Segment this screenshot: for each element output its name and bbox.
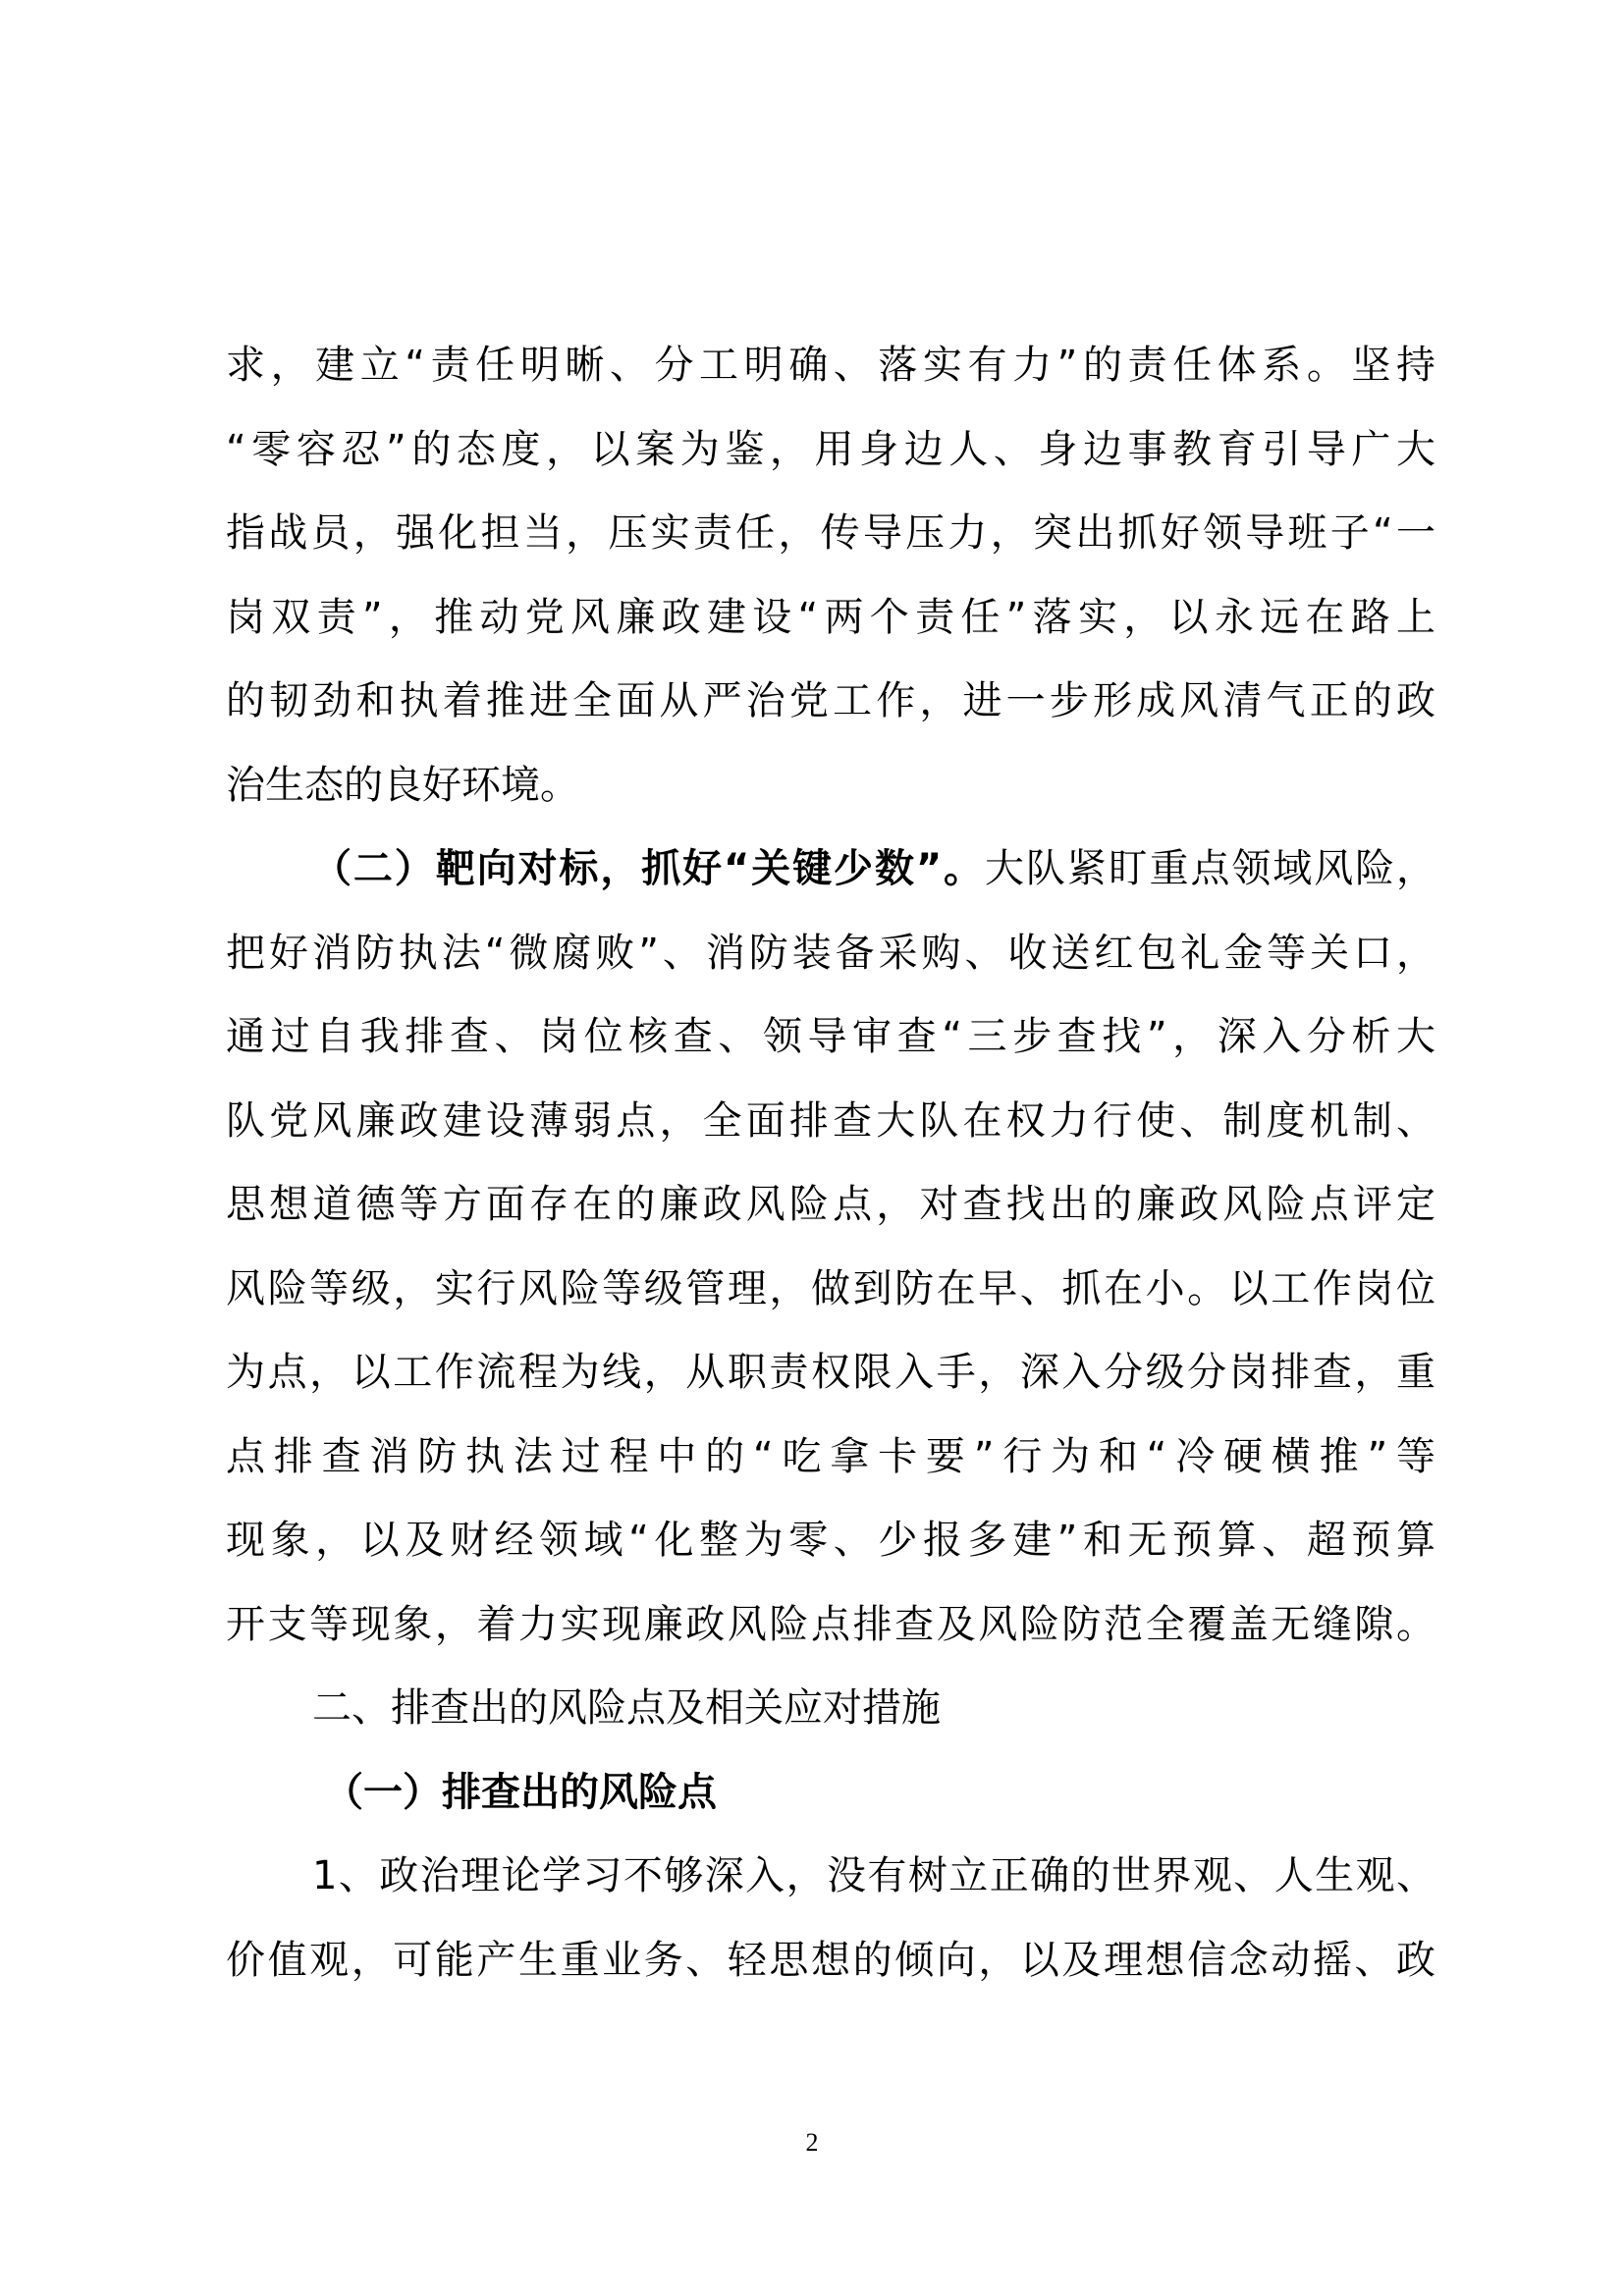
text-line: 1、政治理论学习不够深入，没有树立正确的世界观、人生观、: [312, 1853, 1435, 1898]
text-run: 大队紧盯重点领域风险，: [984, 846, 1436, 891]
text-line: 开支等现象，着力实现廉政风险点排查及风险防范全覆盖无缝隙。: [226, 1601, 1435, 1647]
text-line: 价值观，可能产生重业务、轻思想的倾向，以及理想信念动摇、政: [226, 1937, 1435, 1983]
text-line: 思想道德等方面存在的廉政风险点，对查找出的廉政风险点评定: [226, 1182, 1435, 1227]
text-line: “零容忍”的态度，以案为鉴，用身边人、身边事教育引导广大: [226, 426, 1435, 472]
text-line: 风险等级，实行风险等级管理，做到防在早、抓在小。以工作岗位: [226, 1265, 1435, 1311]
text-line: 把好消防执法“微腐败”、消防装备采购、收送红包礼金等关口，: [226, 930, 1435, 976]
document-body: [226, 324, 1435, 2002]
text-line: 为点，以工作流程为线，从职责权限入手，深入分级分岗排查，重: [226, 1350, 1435, 1395]
text-line: 点排查消防执法过程中的“吃拿卡要”行为和“冷硬横推”等: [226, 1433, 1435, 1479]
inline-heading: （二）靶向对标，抓好“关键少数”。: [312, 846, 985, 891]
subsection-heading: （一）排查出的风险点: [324, 1769, 717, 1815]
text-line: 指战员，强化担当，压实责任，传导压力，突出抓好领导班子“一: [226, 510, 1435, 556]
page-number: 2: [805, 2128, 819, 2157]
section-heading: 二、排查出的风险点及相关应对措施: [312, 1685, 941, 1731]
text-line: 现象，以及财经领域“化整为零、少报多建”和无预算、超预算: [226, 1518, 1435, 1563]
text-line: 队党风廉政建设薄弱点，全面排查大队在权力行使、制度机制、: [226, 1097, 1435, 1144]
text-line: 的韧劲和执着推进全面从严治党工作，进一步形成风清气正的政: [226, 678, 1435, 723]
text-line: 治生态的良好环境。: [226, 762, 579, 808]
text-line: 通过自我排查、岗位核查、领导审查“三步查找”，深入分析大: [226, 1014, 1435, 1059]
text-line: 岗双责”，推动党风廉政建设“两个责任”落实，以永远在路上: [226, 594, 1435, 640]
text-line: 求，建立“责任明晰、分工明确、落实有力”的责任体系。坚持: [226, 343, 1435, 388]
paragraph-heading-line: [226, 828, 1435, 912]
